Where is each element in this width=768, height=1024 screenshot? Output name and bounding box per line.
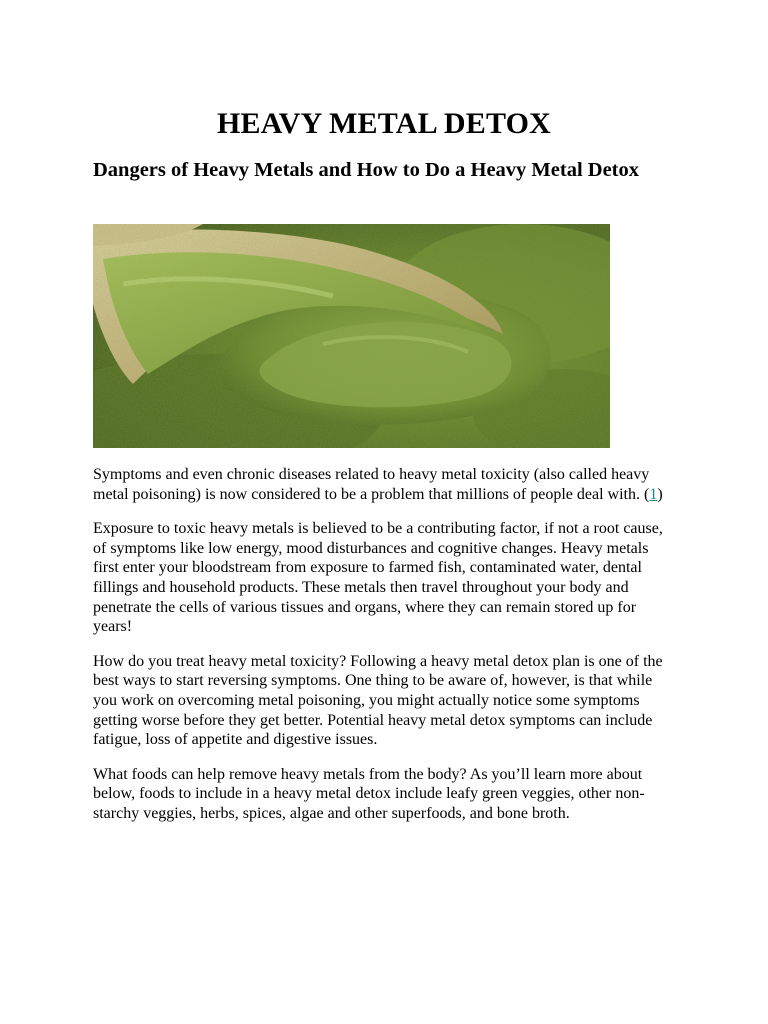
paragraph-1 [93,465,678,504]
paragraph-2: Exposure to toxic heavy metals is believed to be a contributing factor, if not a root cause, of symptoms like low energy, mood disturbances and cognitive changes. Heavy metals first enter your bloodstream from exposure to farmed fish, contaminated water, dental fillings and household products. These metals then travel throughout your body and penetrate the cells of various tissues and organs, where they can remain stored up for years! [93,520,663,636]
paragraph-4: What foods can help remove heavy metals from the body? As you’ll learn more about below, foods to include in a heavy metal detox include leafy green veggies, other non-starchy veggies, herbs, spices, algae and other superfoods, and bone broth. [93,765,645,822]
page-subtitle: Dangers of Heavy Metals and How to Do a Heavy Metal Detox [93,159,640,181]
page-title: HEAVY METAL DETOX [216,107,552,140]
paragraph-1-text: Symptoms and even chronic diseases related to heavy metal toxicity (also called heavy metal poisoning) is now considered to be a problem that millions of people deal with. ( [93,466,650,503]
green-powder-photo [93,224,610,448]
article-body [93,465,678,839]
paragraph-1-close: ) [657,485,663,503]
reference-link-1[interactable]: 1 [649,485,658,503]
green-powder-illustration [93,224,610,448]
paragraph-3: How do you treat heavy metal toxicity? Following a heavy metal detox plan is one of the best ways to start reversing symptoms. One thing to be aware of, however, is that while you work on overcoming metal poisoning, you might actually notice some symptoms getting worse before they get better. Potential heavy metal detox symptoms can include fatigue, loss of appetite and digestive issues. [93,652,663,749]
